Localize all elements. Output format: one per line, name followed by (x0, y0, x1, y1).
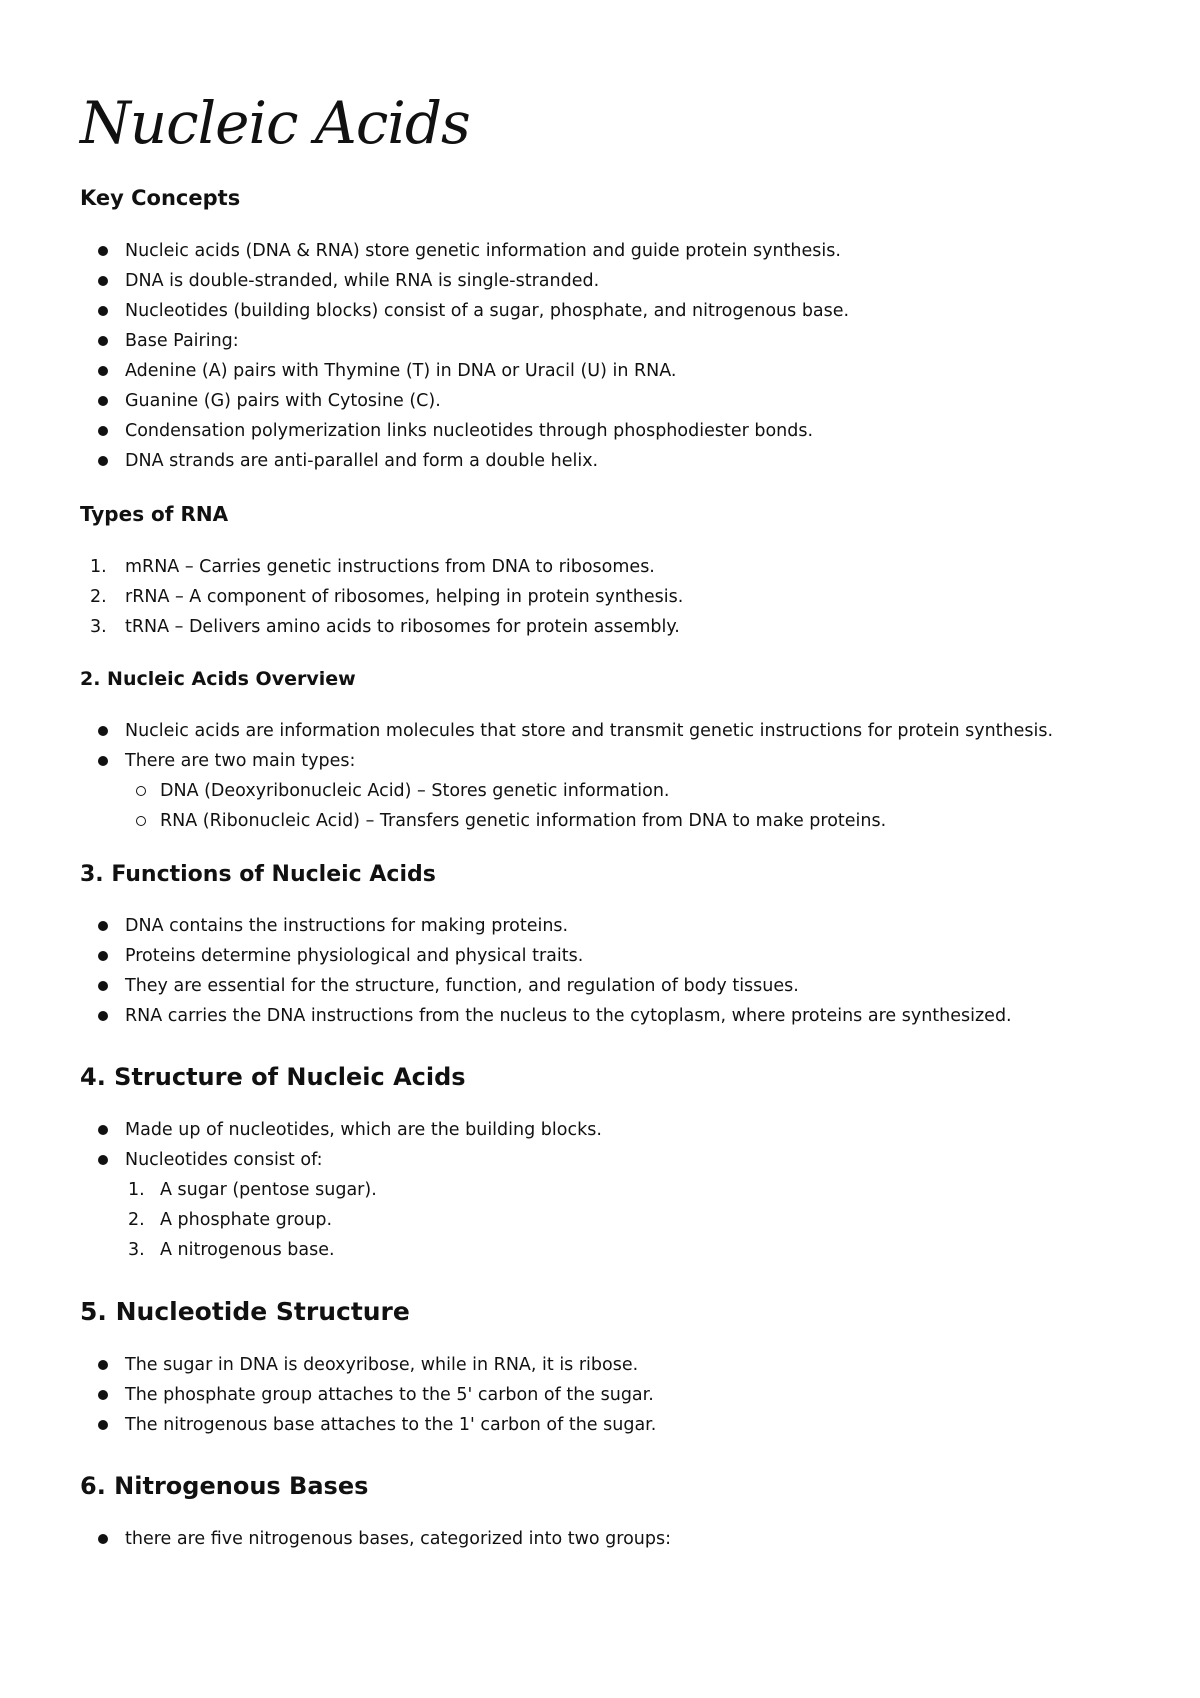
section-heading: Key Concepts (80, 185, 241, 210)
numbered-list (80, 552, 1140, 642)
list-item (90, 552, 1140, 582)
list-number: 3. (128, 1239, 145, 1260)
list-item (90, 612, 1140, 642)
document-page (80, 70, 1140, 1554)
section-structure (80, 1063, 1140, 1265)
list-item: Made up of nucleotides, which are the building blocks. (125, 1115, 1140, 1145)
list-item: Guanine (G) pairs with Cytosine (C). (125, 386, 1140, 416)
bullet-list (80, 236, 1140, 476)
bullet-list (80, 716, 1140, 836)
section-heading: 5. Nucleotide Structure (80, 1296, 410, 1326)
list-item: Nucleic acids (DNA & RNA) store genetic information and guide protein synthesis. (125, 236, 1140, 266)
section-key-concepts (80, 186, 1140, 476)
list-item-text: rRNA – A component of ribosomes, helping in protein synthesis. (125, 586, 684, 607)
list-item: DNA is double-stranded, while RNA is single-stranded. (125, 266, 1140, 296)
sub-list-item: RNA (Ribonucleic Acid) – Transfers genetic information from DNA to make proteins. (160, 806, 1140, 836)
section-overview (80, 668, 1140, 836)
list-item-text: There are two main types: (125, 750, 356, 771)
section-heading: 4. Structure of Nucleic Acids (80, 1062, 466, 1091)
list-item (90, 582, 1140, 612)
list-item: DNA contains the instructions for making proteins. (125, 911, 1140, 941)
bullet-list (80, 1524, 1140, 1554)
list-number: 1. (90, 556, 107, 577)
list-item-text: tRNA – Delivers amino acids to ribosomes for protein assembly. (125, 616, 680, 637)
bullet-list (80, 911, 1140, 1031)
section-nucleotide-structure (80, 1297, 1140, 1440)
sub-list-item: DNA (Deoxyribonucleic Acid) – Stores genetic information. (160, 776, 1140, 806)
list-item: The sugar in DNA is deoxyribose, while in RNA, it is ribose. (125, 1350, 1140, 1380)
list-item: Nucleotides (building blocks) consist of a sugar, phosphate, and nitrogenous base. (125, 296, 1140, 326)
list-item (125, 746, 1140, 836)
sub-list-item (128, 1205, 1140, 1235)
list-number: 3. (90, 616, 107, 637)
sub-list-item (128, 1175, 1140, 1205)
section-heading: 6. Nitrogenous Bases (80, 1471, 369, 1500)
sub-numbered-list (125, 1175, 1140, 1265)
list-item-text: mRNA – Carries genetic instructions from DNA to ribosomes. (125, 556, 655, 577)
list-item: The nitrogenous base attaches to the 1' carbon of the sugar. (125, 1410, 1140, 1440)
list-item: The phosphate group attaches to the 5' carbon of the sugar. (125, 1380, 1140, 1410)
list-item-text: A nitrogenous base. (160, 1239, 335, 1260)
list-item: Adenine (A) pairs with Thymine (T) in DNA or Uracil (U) in RNA. (125, 356, 1140, 386)
list-item: They are essential for the structure, function, and regulation of body tissues. (125, 971, 1140, 1001)
section-heading: 3. Functions of Nucleic Acids (80, 861, 436, 887)
list-item-text: A sugar (pentose sugar). (160, 1179, 377, 1200)
section-functions (80, 862, 1140, 1031)
page-title: Nucleic Acids (80, 89, 470, 157)
list-item-text: A phosphate group. (160, 1209, 333, 1230)
section-types-of-rna (80, 502, 1140, 642)
list-number: 2. (128, 1209, 145, 1230)
list-item: RNA carries the DNA instructions from the nucleus to the cytoplasm, where proteins are synthesized. (125, 1001, 1140, 1031)
section-heading: Types of RNA (80, 501, 229, 526)
section-heading: 2. Nucleic Acids Overview (80, 667, 356, 690)
sub-bullet-list (125, 776, 1140, 836)
list-number: 2. (90, 586, 107, 607)
list-item (125, 1145, 1140, 1265)
sub-list-item (128, 1235, 1140, 1265)
list-item: Nucleic acids are information molecules that store and transmit genetic instructions for protein synthesis. (125, 716, 1140, 746)
list-item: there are five nitrogenous bases, categorized into two groups: (125, 1524, 1140, 1554)
list-item-text: Nucleotides consist of: (125, 1149, 323, 1170)
bullet-list (80, 1115, 1140, 1265)
section-nitrogenous-bases (80, 1472, 1140, 1554)
bullet-list (80, 1350, 1140, 1440)
list-item: Condensation polymerization links nucleotides through phosphodiester bonds. (125, 416, 1140, 446)
list-item: DNA strands are anti-parallel and form a double helix. (125, 446, 1140, 476)
list-item: Proteins determine physiological and physical traits. (125, 941, 1140, 971)
list-item: Base Pairing: (125, 326, 1140, 356)
list-number: 1. (128, 1179, 145, 1200)
